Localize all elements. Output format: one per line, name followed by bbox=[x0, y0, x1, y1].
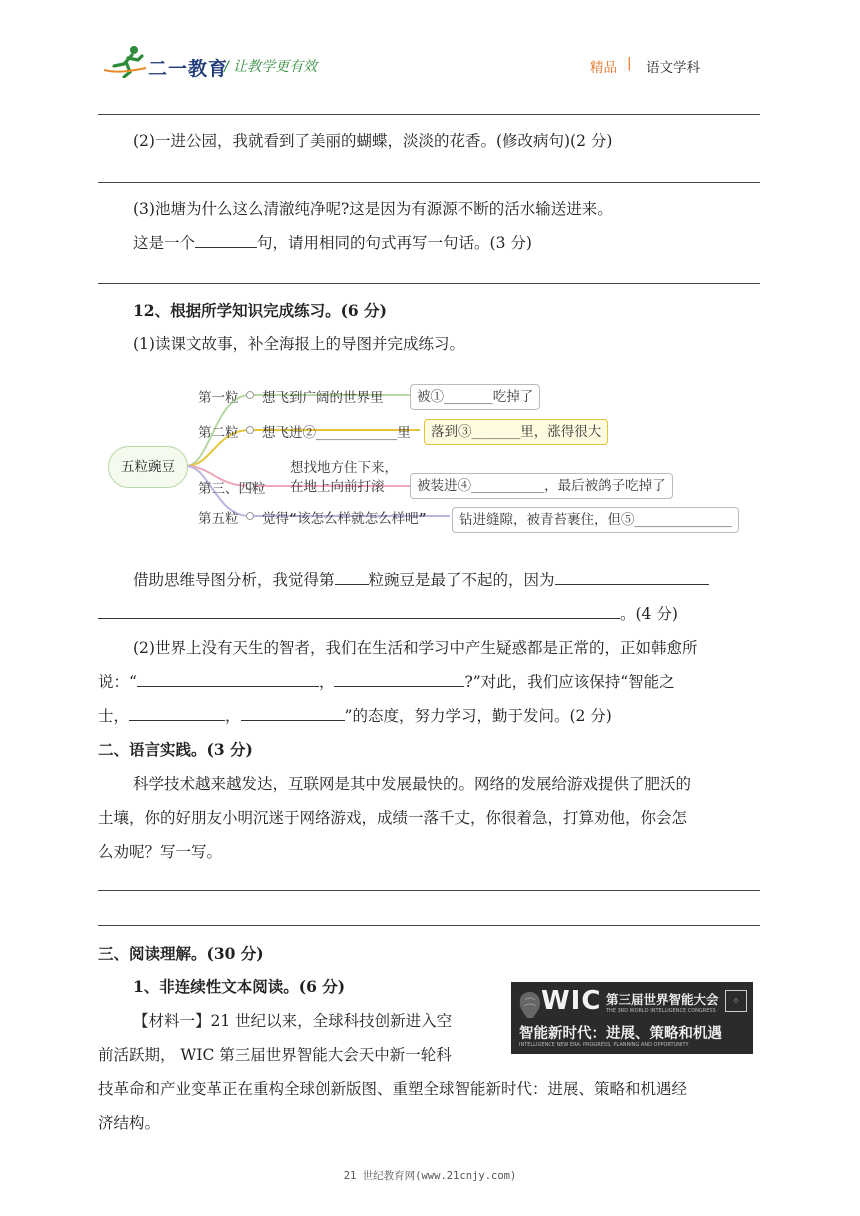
page-footer: 21 世纪教育网(www.21cnjy.com) bbox=[343, 1170, 517, 1182]
wic-theme-en: INTELLIGENCE NEW ERA: PROGRESS, PLANNING AND OPPORTUNITY bbox=[519, 1042, 689, 1048]
section-3-subtitle: 1、非连续性文本阅读。(6 分) bbox=[133, 977, 346, 996]
analysis-score: 。(4 分) bbox=[620, 605, 678, 623]
wic-logo: WIC bbox=[541, 986, 602, 1016]
material-line-3: 技革命和产业变革正在重构全球创新版图、重塑全球智能新时代：进展、策略和机遇经 bbox=[98, 1080, 688, 1098]
analysis-prefix: 借助思维导图分析，我觉得第 bbox=[133, 571, 335, 589]
sentence-type-blank[interactable] bbox=[195, 233, 257, 248]
quote-open: 说：“ bbox=[98, 673, 137, 691]
comma: ， bbox=[225, 707, 241, 725]
section-2-title: 二、语言实践。(3 分) bbox=[98, 740, 253, 759]
pea-number-blank[interactable] bbox=[335, 570, 369, 585]
sentence-prefix: 这是一个 bbox=[133, 234, 196, 252]
answer-line bbox=[98, 925, 760, 926]
analysis-line bbox=[133, 570, 709, 590]
question-11-3: (3)池塘为什么这么清澈纯净呢?这是因为有源源不断的活水输送进来。 bbox=[133, 200, 613, 218]
section-2-para-1: 科学技术越来越发达，互联网是其中发展最快的。网络的发展给游戏提供了肥沃的 bbox=[133, 775, 692, 793]
header-separator: | bbox=[627, 55, 632, 71]
mindmap-desc-3b: 在地上向前打滚 bbox=[290, 479, 385, 495]
header bbox=[0, 0, 860, 100]
question-12-2-line1: (2)世界上没有天生的智者，我们在生活和学习中产生疑惑都是正常的，正如韩愈所 bbox=[133, 639, 698, 657]
attitude-blank-2[interactable] bbox=[241, 706, 345, 721]
quote-blank-1[interactable] bbox=[137, 672, 319, 687]
mindmap-label-3: 第三、四粒 bbox=[198, 481, 266, 497]
line3-suffix: ”的态度，努力学习，勤于发问。(2 分) bbox=[344, 707, 612, 725]
analysis-middle: 粒豌豆是最了不起的，因为 bbox=[368, 571, 555, 589]
mindmap-result-2: 落到③______里，涨得很大 bbox=[424, 419, 608, 445]
question-12-title: 12、根据所学知识完成练习。(6 分) bbox=[133, 301, 387, 320]
quote-close: ?”对此，我们应该保持“智能之 bbox=[464, 673, 675, 691]
quality-label: 精品 bbox=[590, 60, 617, 76]
mindmap-label-1: 第一粒 bbox=[198, 390, 239, 406]
section-2-para-3: 么劝呢？写一写。 bbox=[98, 843, 223, 861]
reason-blank-2[interactable] bbox=[98, 604, 620, 619]
mindmap-desc-4: 觉得“该怎么样就怎么样吧” bbox=[262, 511, 427, 527]
attitude-blank-1[interactable] bbox=[129, 706, 225, 721]
brain-icon bbox=[517, 990, 543, 1020]
material-line-2: 前活跃期， WIC 第三届世界智能大会天中新一轮科 bbox=[98, 1046, 452, 1064]
analysis-line-2 bbox=[98, 604, 678, 624]
question-12-2-line3 bbox=[98, 706, 612, 726]
answer-line bbox=[98, 890, 760, 891]
sentence-suffix: 句，请用相同的句式再写一句话。(3 分) bbox=[257, 234, 532, 252]
answer-line bbox=[98, 283, 760, 284]
subject-label: 语文学科 bbox=[646, 60, 700, 76]
mindmap-label-2: 第二粒 bbox=[198, 425, 239, 441]
logo-text: 二一教育 bbox=[148, 58, 229, 80]
runner-logo-icon bbox=[104, 44, 148, 78]
seal-icon: ◇ bbox=[725, 990, 747, 1012]
mindmap-desc-1: 想飞到广阔的世界里 bbox=[262, 390, 384, 406]
mindmap-result-1: 被①______吃掉了 bbox=[410, 384, 540, 410]
answer-line bbox=[98, 114, 760, 115]
wic-title: 第三届世界智能大会 bbox=[606, 992, 719, 1007]
mindmap-center: 五粒豌豆 bbox=[108, 446, 188, 488]
material-line-1: 【材料一】21 世纪以来，全球科技创新进入空 bbox=[133, 1012, 453, 1030]
question-11-3-line2 bbox=[133, 233, 532, 253]
mindmap-desc-3a: 想找地方住下来， bbox=[290, 460, 398, 476]
mindmap-desc-2: 想飞进②__________里 bbox=[262, 425, 411, 441]
question-12-2-line2 bbox=[98, 672, 675, 692]
line3-prefix: 士， bbox=[98, 707, 130, 725]
wic-theme: 智能新时代：进展、策略和机遇 bbox=[519, 1026, 722, 1042]
section-3-title: 三、阅读理解。(30 分) bbox=[98, 944, 264, 963]
answer-line bbox=[98, 182, 760, 183]
slogan: / 让教学更有效 bbox=[224, 59, 318, 75]
question-12-1: (1)读课文故事，补全海报上的导图并完成练习。 bbox=[133, 335, 465, 353]
mindmap-label-4: 第五粒 bbox=[198, 511, 239, 527]
question-11-2: (2)一进公园，我就看到了美丽的蝴蝶，淡淡的花香。(修改病句)(2 分) bbox=[133, 132, 613, 150]
wic-banner-image bbox=[511, 982, 753, 1054]
comma: ， bbox=[318, 673, 335, 691]
wic-title-en: THE 3RD WORLD INTELLIGENCE CONGRESS bbox=[606, 1008, 716, 1014]
quote-blank-2[interactable] bbox=[334, 672, 464, 687]
mindmap-result-3: 被装进④_________，最后被鸽子吃掉了 bbox=[410, 473, 673, 499]
material-line-4: 济结构。 bbox=[98, 1114, 161, 1132]
mindmap-result-5: 钻进缝隙，被青苔裹住，但⑤____________ bbox=[452, 507, 739, 533]
section-2-para-2: 土壤，你的好朋友小明沉迷于网络游戏，成绩一落千丈，你很着急，打算劝他，你会怎 bbox=[98, 809, 688, 827]
reason-blank-1[interactable] bbox=[555, 570, 709, 585]
